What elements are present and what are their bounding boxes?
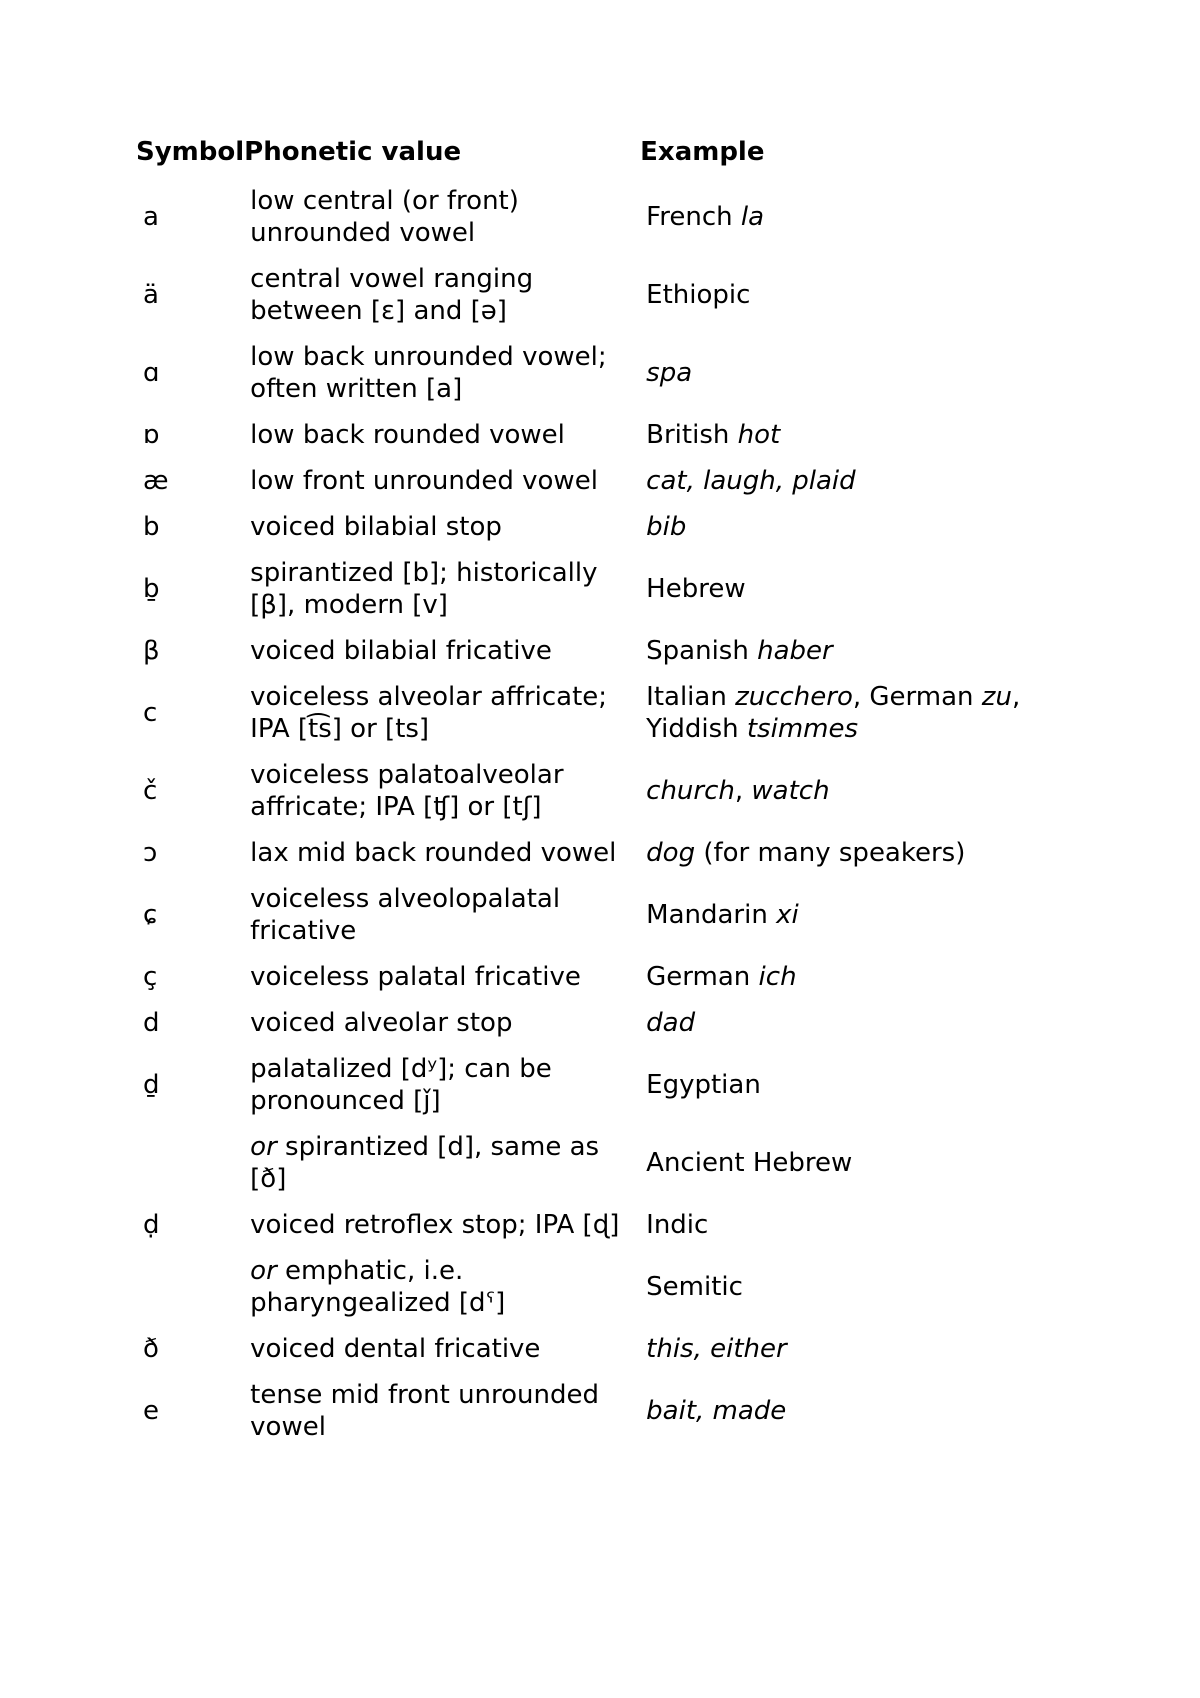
table-row [136, 178, 1060, 256]
table-row [136, 1372, 1060, 1450]
text-run: ich [758, 962, 797, 992]
text-run: spirantized [b]; historically [β], modern [v] [250, 558, 598, 620]
example-cell [640, 458, 1060, 504]
symbol-cell [136, 1124, 244, 1202]
header-example: Example [640, 137, 765, 167]
phonetic-value-cell [244, 830, 640, 876]
symbol-cell: e [143, 1396, 159, 1426]
symbol-cell: ç [143, 962, 158, 992]
text-run: spa [646, 358, 693, 388]
phonetic-value-cell [244, 1046, 640, 1124]
symbol-cell: ɒ [143, 420, 160, 450]
phonetic-value-cell [244, 1326, 640, 1372]
text-run: emphatic, i.e. pharyngealized [dˤ] [250, 1256, 506, 1318]
header-symbol: Symbol [136, 137, 245, 167]
symbol-cell: ð [143, 1334, 159, 1364]
phonetic-value-cell [244, 1000, 640, 1046]
text-run: voiceless palatoalveolar affricate; IPA [ʧ] or [tʃ] [250, 760, 564, 822]
phonetic-value-cell [244, 256, 640, 334]
text-run: Ethiopic [646, 280, 751, 310]
symbol-cell: ɔ [143, 838, 158, 868]
example-cell [640, 1372, 1060, 1450]
text-run: xi [776, 900, 799, 930]
table-row [136, 1248, 1060, 1326]
phonetic-value-cell [244, 550, 640, 628]
text-run: hot [737, 420, 781, 450]
symbol-cell: d [143, 1008, 160, 1038]
example-cell [640, 1046, 1060, 1124]
symbol-cell: ɕ [143, 900, 158, 930]
text-run: Indic [646, 1210, 709, 1240]
text-run: Mandarin [646, 900, 777, 930]
example-cell [640, 954, 1060, 1000]
text-run: voiced retroflex stop; IPA [ɖ] [250, 1210, 620, 1240]
table-row [136, 504, 1060, 550]
text-run: voiceless palatal fricative [250, 962, 581, 992]
example-cell [640, 1202, 1060, 1248]
example-cell [640, 550, 1060, 628]
text-run: , Yiddish [646, 682, 1021, 744]
symbol-cell: β [143, 636, 160, 666]
phonetic-value-cell [244, 1372, 640, 1450]
text-run: dad [646, 1008, 696, 1038]
symbol-cell: ḍ [143, 1210, 160, 1240]
phonetic-value-cell [244, 334, 640, 412]
symbol-cell: æ [143, 466, 169, 496]
table-row [136, 1124, 1060, 1202]
text-run: palatalized [dʸ]; can be pronounced [ǰ] [250, 1054, 552, 1116]
table-row [136, 1000, 1060, 1046]
example-cell [640, 876, 1060, 954]
table-body [136, 178, 1060, 1450]
symbol-cell: a [143, 202, 159, 232]
table-row [136, 334, 1060, 412]
table-row [136, 674, 1060, 752]
text-run: watch [751, 776, 830, 806]
text-run: or [250, 1256, 277, 1286]
text-run: French [646, 202, 741, 232]
text-run: low back unrounded vowel; often written [a] [250, 342, 607, 404]
example-cell [640, 256, 1060, 334]
table-row [136, 458, 1060, 504]
text-run: lax mid back rounded vowel [250, 838, 617, 868]
table-header [136, 136, 1060, 178]
text-run: voiced bilabial stop [250, 512, 502, 542]
example-cell [640, 178, 1060, 256]
table-row [136, 550, 1060, 628]
text-run: church [646, 776, 735, 806]
phonetic-value-cell [244, 1202, 640, 1248]
text-run: bib [646, 512, 687, 542]
phonetic-value-cell [244, 628, 640, 674]
text-run: or [250, 1132, 277, 1162]
text-run: Ancient Hebrew [646, 1148, 853, 1178]
symbol-cell: ḇ [143, 574, 160, 604]
example-cell [640, 752, 1060, 830]
phonetic-value-cell [244, 954, 640, 1000]
header-row [136, 136, 1060, 178]
table-row [136, 830, 1060, 876]
table-row [136, 954, 1060, 1000]
text-run: German [646, 962, 759, 992]
text-run: dog [646, 838, 696, 868]
text-run: (for many speakers) [695, 838, 966, 868]
text-run: Semitic [646, 1272, 743, 1302]
phonetic-value-cell [244, 674, 640, 752]
text-run: voiceless alveolopalatal fricative [250, 884, 561, 946]
symbol-cell [136, 1248, 244, 1326]
example-cell [640, 674, 1060, 752]
phonetic-value-cell [244, 412, 640, 458]
table-row [136, 1326, 1060, 1372]
table-row [136, 876, 1060, 954]
text-run: low front unrounded vowel [250, 466, 598, 496]
text-run: la [740, 202, 765, 232]
text-run: zucchero [735, 682, 853, 712]
phonetic-value-cell [244, 178, 640, 256]
phonetic-value-cell [244, 458, 640, 504]
text-run: bait, made [646, 1396, 787, 1426]
example-cell [640, 334, 1060, 412]
example-cell [640, 830, 1060, 876]
symbol-cell: c [143, 698, 158, 728]
text-run: haber [757, 636, 833, 666]
text-run: voiced bilabial fricative [250, 636, 552, 666]
table-row [136, 628, 1060, 674]
table-row [136, 412, 1060, 458]
text-run: zu [981, 682, 1012, 712]
text-run: spirantized [d], same as [ð] [250, 1132, 600, 1194]
symbol-cell: ɑ [143, 358, 160, 388]
phonetic-value-cell [244, 1124, 640, 1202]
symbol-cell: ä [143, 280, 159, 310]
text-run: , [734, 776, 752, 806]
table-row [136, 256, 1060, 334]
text-run: voiced dental fricative [250, 1334, 541, 1364]
phonetic-value-cell [244, 752, 640, 830]
example-cell [640, 412, 1060, 458]
text-run: , German [852, 682, 982, 712]
text-run: central vowel ranging between [ɛ] and [ə] [250, 264, 534, 326]
text-run: tense mid front unrounded vowel [250, 1380, 600, 1442]
text-run: Hebrew [646, 574, 746, 604]
symbol-cell: b [143, 512, 160, 542]
phonetic-value-cell [244, 876, 640, 954]
text-run: voiced alveolar stop [250, 1008, 513, 1038]
example-cell [640, 504, 1060, 550]
table-row [136, 1202, 1060, 1248]
text-run: Spanish [646, 636, 758, 666]
header-phonetic-value: Phonetic value [244, 137, 462, 167]
phonetic-value-cell [244, 504, 640, 550]
example-cell [640, 1326, 1060, 1372]
text-run: cat, laugh, plaid [646, 466, 856, 496]
text-run: voiceless alveolar affricate; IPA [t͡s] or [ts] [250, 682, 608, 744]
phonetic-symbols-table [136, 136, 1060, 1450]
text-run: this, either [646, 1334, 787, 1364]
example-cell [640, 1248, 1060, 1326]
example-cell [640, 628, 1060, 674]
table-row [136, 1046, 1060, 1124]
text-run: Egyptian [646, 1070, 761, 1100]
text-run: British [646, 420, 738, 450]
text-run: tsimmes [746, 714, 859, 744]
symbol-cell: ḏ [143, 1070, 160, 1100]
example-cell [640, 1000, 1060, 1046]
phonetic-value-cell [244, 1248, 640, 1326]
text-run: low central (or front) unrounded vowel [250, 186, 519, 248]
table-row [136, 752, 1060, 830]
text-run: Italian [646, 682, 736, 712]
text-run: low back rounded vowel [250, 420, 565, 450]
example-cell [640, 1124, 1060, 1202]
symbol-cell: č [143, 776, 158, 806]
